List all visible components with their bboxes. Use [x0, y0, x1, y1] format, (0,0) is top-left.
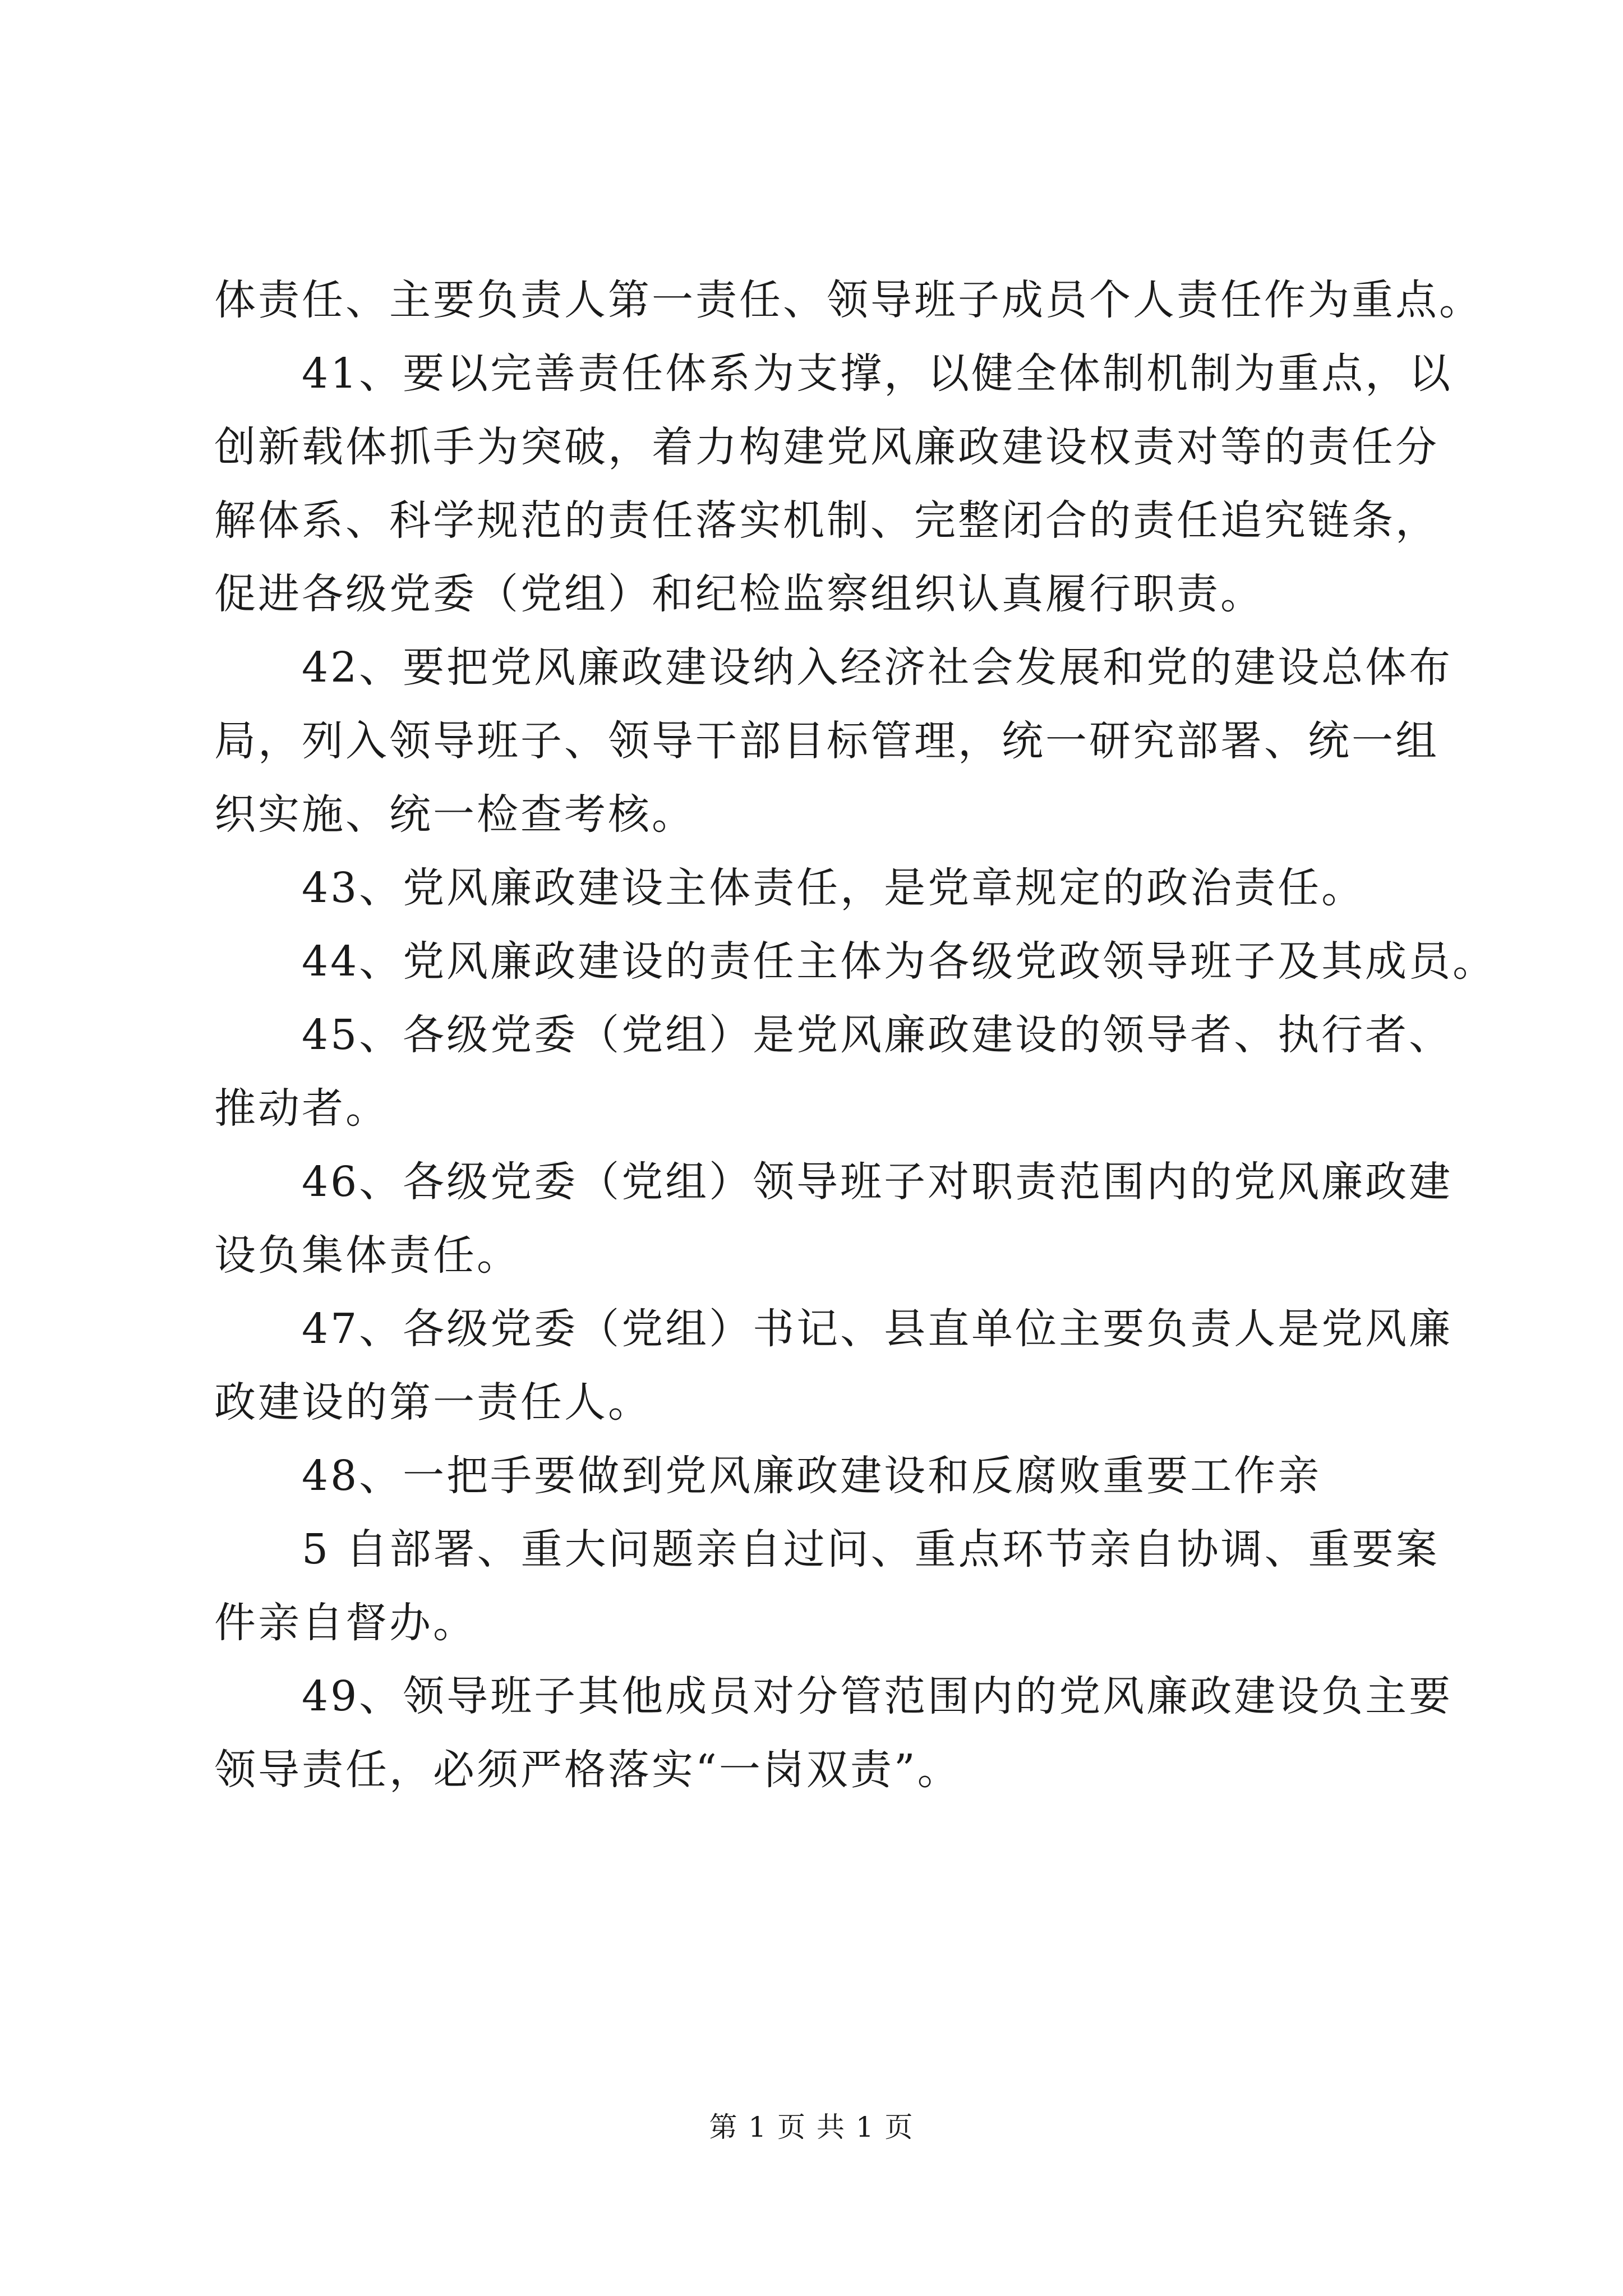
text-line: 政建设的第一责任人。 — [214, 1378, 652, 1427]
text-line: 创新载体抓手为突破，着力构建党风廉政建设权责对等的责任分 — [214, 423, 1439, 471]
text-line: 推动者。 — [214, 1084, 389, 1133]
text-line: 42、要把党风廉政建设纳入经济社会发展和党的建设总体布 — [302, 643, 1453, 692]
page-number-footer: 第 1 页 共 1 页 — [709, 2111, 914, 2143]
text-line: 5 自部署、重大问题亲自过问、重点环节亲自协调、重要案 — [302, 1525, 1440, 1573]
text-line: 49、领导班子其他成员对分管范围内的党风廉政建设负主要 — [302, 1672, 1453, 1720]
text-line: 47、各级党委（党组）书记、县直单位主要负责人是党风廉 — [302, 1305, 1453, 1353]
text-line: 44、党风廉政建设的责任主体为各级党政领导班子及其成员。 — [302, 937, 1497, 986]
text-line: 解体系、科学规范的责任落实机制、完整闭合的责任追究链条， — [214, 496, 1439, 545]
text-line: 46、各级党委（党组）领导班子对职责范围内的党风廉政建 — [302, 1158, 1453, 1206]
text-line: 48、一把手要做到党风廉政建设和反腐败重要工作亲 — [302, 1452, 1322, 1500]
text-line: 件亲自督办。 — [214, 1599, 477, 1647]
text-line: 体责任、主要负责人第一责任、领导班子成员个人责任作为重点。 — [214, 276, 1483, 324]
text-line: 领导责任，必须严格落实“一岗双责”。 — [214, 1746, 961, 1794]
text-line: 局，列入领导班子、领导干部目标管理，统一研究部署、统一组 — [214, 717, 1439, 765]
text-line: 45、各级党委（党组）是党风廉政建设的领导者、执行者、 — [302, 1011, 1453, 1059]
text-line: 织实施、统一检查考核。 — [214, 790, 695, 839]
text-line: 设负集体责任。 — [214, 1231, 520, 1280]
text-line: 促进各级党委（党组）和纪检监察组织认真履行职责。 — [214, 570, 1264, 618]
text-line: 43、党风廉政建设主体责任，是党章规定的政治责任。 — [302, 864, 1366, 912]
text-line: 41、要以完善责任体系为支撑，以健全体制机制为重点，以 — [302, 349, 1453, 398]
document-body — [214, 264, 1497, 1807]
